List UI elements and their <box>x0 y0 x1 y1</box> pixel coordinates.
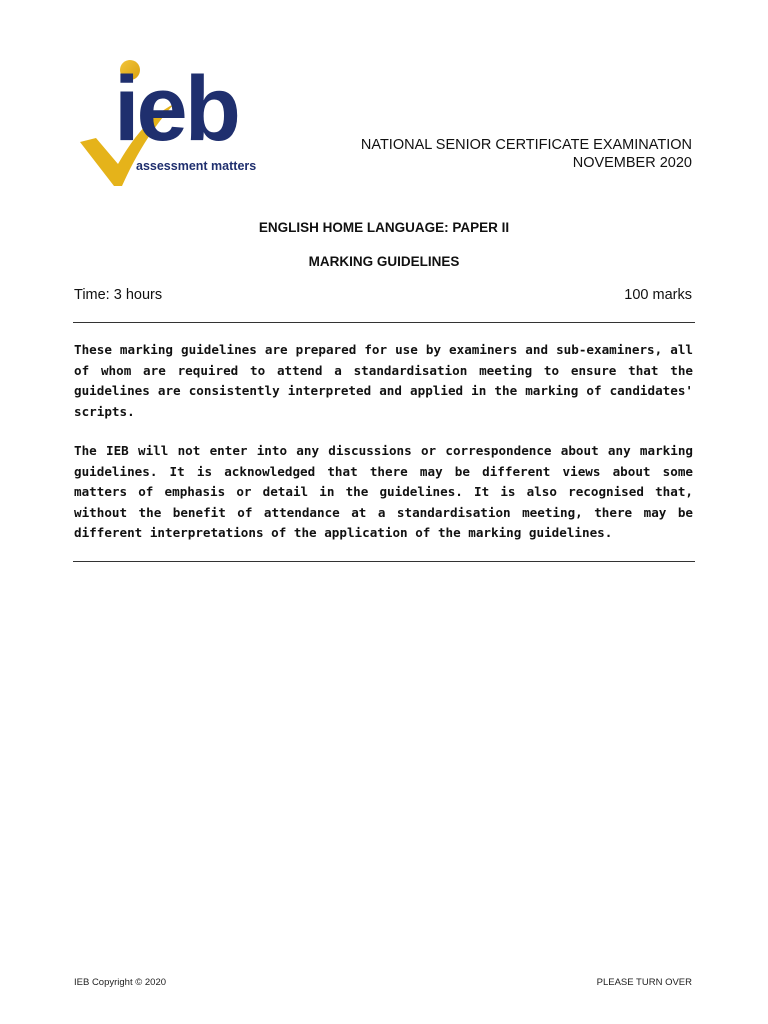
intro-paragraph: These marking guidelines are prepared for use by examiners and sub-examiners, all of whom are required to attend a standardisation meeting to ensure that the guidelines are consistently interpreted and applied in the marking of candidates' scripts. <box>74 342 693 419</box>
exam-header <box>361 136 692 172</box>
time-allowed: Time: 3 hours <box>74 287 163 303</box>
top-divider <box>73 322 695 323</box>
bottom-divider <box>73 561 695 562</box>
ieb-logo-graphic <box>78 58 290 190</box>
copyright-footer: IEB Copyright © 2020 <box>74 977 167 988</box>
logo-tagline: assessment matters <box>136 159 257 173</box>
turn-over-footer: PLEASE TURN OVER <box>596 977 692 988</box>
exam-title: NATIONAL SENIOR CERTIFICATE EXAMINATION <box>360 137 692 153</box>
total-marks: 100 marks <box>624 287 692 303</box>
guidelines-title: MARKING GUIDELINES <box>308 254 460 269</box>
ieb-logo <box>78 58 290 190</box>
logo-wordmark: ieb <box>114 58 238 160</box>
exam-date: NOVEMBER 2020 <box>572 155 692 171</box>
disclaimer-paragraph: The IEB will not enter into any discussions or correspondence about any marking guidelines. It is acknowledged that there may be different views about some matters of emphasis or detail in the guidelines. It is also recognised that, without the benefit of attendance at a standardisation meeting, there may be different interpretations of the application of the marking guidelines. <box>74 443 693 540</box>
paper-title: ENGLISH HOME LANGUAGE: PAPER II <box>258 220 510 235</box>
